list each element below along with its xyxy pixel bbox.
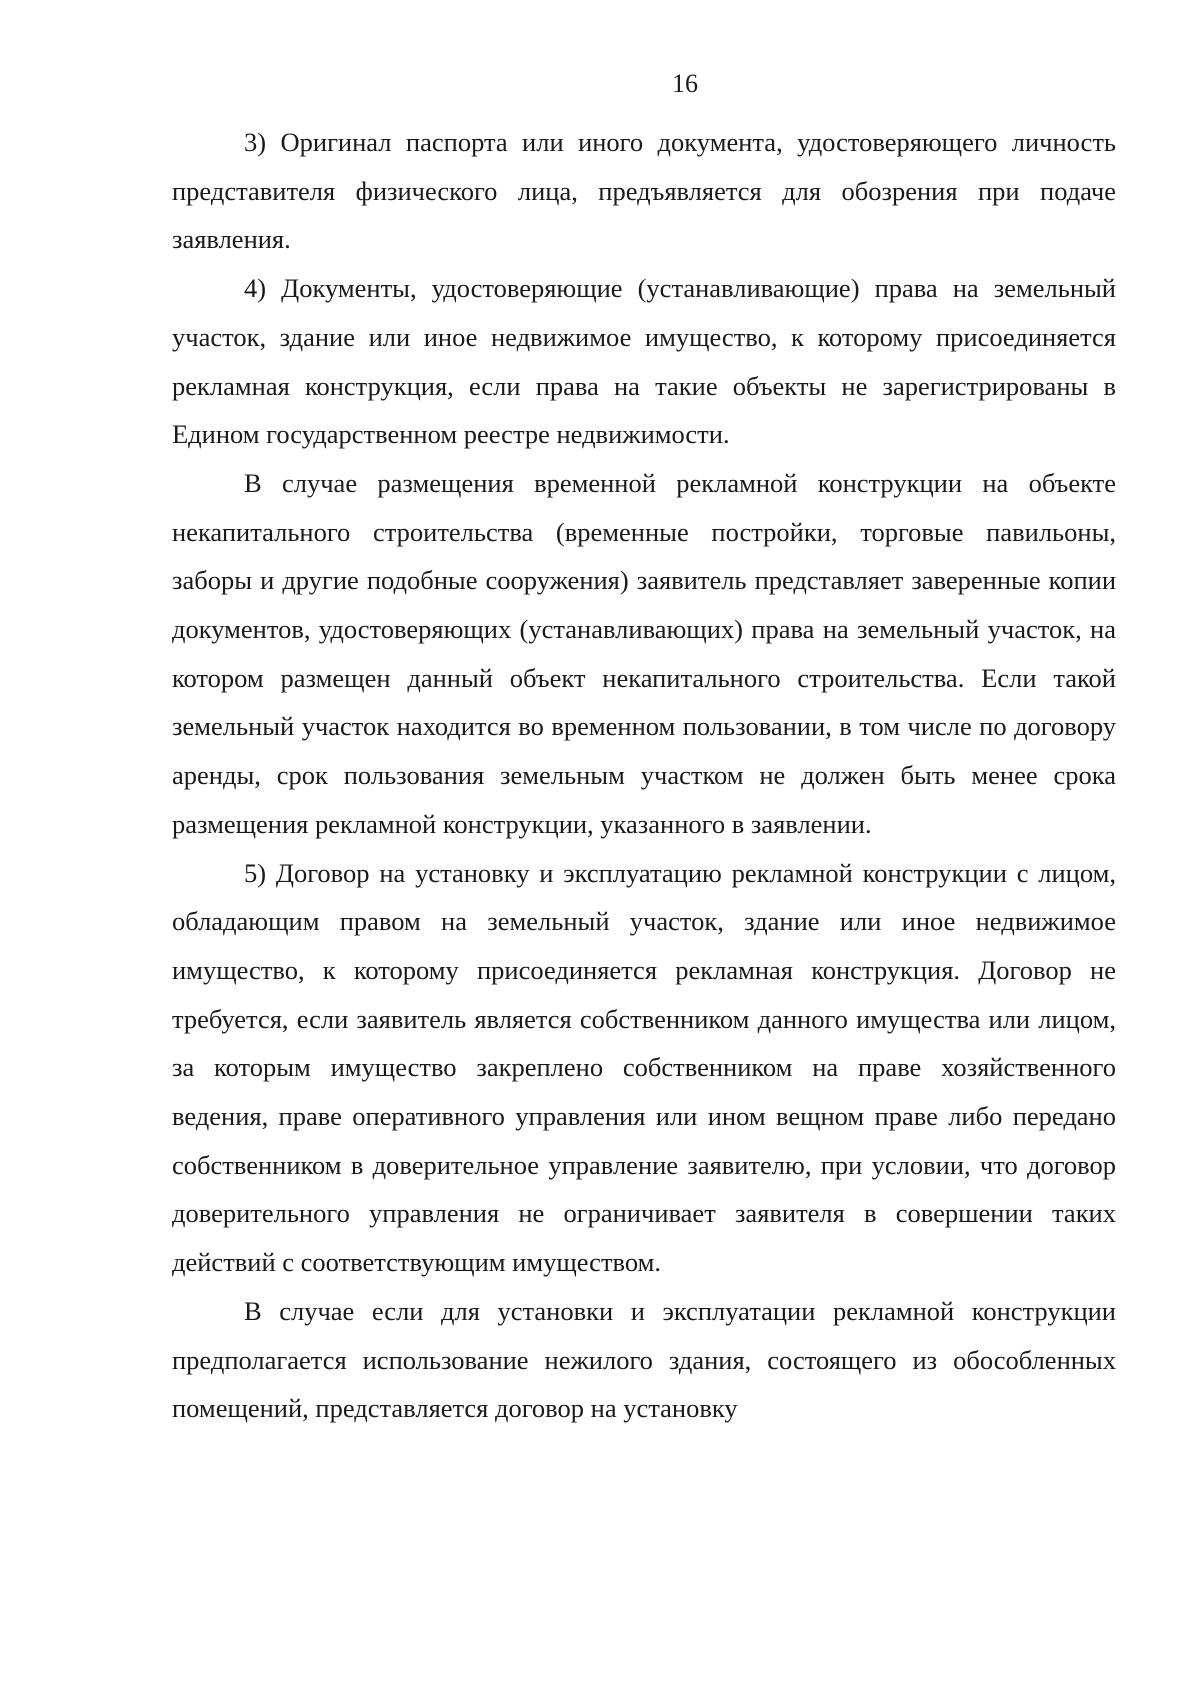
document-body <box>172 118 1116 1433</box>
paragraph-item-4: 4) Документы, удостоверяющие (устанавливающие) права на земельный участок, здание или иное недвижимое имущество, к которому присоединяется рекламная конструкция, если права на такие объекты не зарегистрированы в Едином государственном реестре недвижимости. <box>172 273 1116 450</box>
paragraph-non-residential-building: В случае если для установки и эксплуатации рекламной конструкции предполагается использование нежилого здания, состоящего из обособленных помещений, представляется договор на установку <box>172 1295 1116 1424</box>
paragraph-item-5: 5) Договор на установку и эксплуатацию рекламной конструкции с лицом, обладающим правом на земельный участок, здание или иное недвижимое имущество, к которому присоединяется рекламная конструкция. Договор не требуется, если заявитель является собственником данного имущества или лицом, за которым имущество закреплено собственником на праве хозяйственного ведения, праве оперативного управления или ином вещном праве либо передано собственником в доверительное управление заявителю, при условии, что договор доверительного управления не ограничивает заявителя в совершении таких действий с соответствующим имуществом. <box>172 857 1116 1278</box>
page-number: 16 <box>672 69 698 98</box>
paragraph-temporary-structure: В случае размещения временной рекламной конструкции на объекте некапитального строительства (временные постройки, торговые павильоны, заборы и другие подобные сооружения) заявитель представляет заверенные копии документов, удостоверяющих (устанавливающих) права на земельный участок, на котором размещен данный объект некапитального строительства. Если такой земельный участок находится во временном пользовании, в том числе по договору аренды, срок пользования земельным участком не должен быть менее срока размещения рекламной конструкции, указанного в заявлении. <box>172 467 1116 839</box>
paragraph-item-3: 3) Оригинал паспорта или иного документа, удостоверяющего личность представителя физического лица, предъявляется для обозрения при подаче заявления. <box>172 127 1116 255</box>
